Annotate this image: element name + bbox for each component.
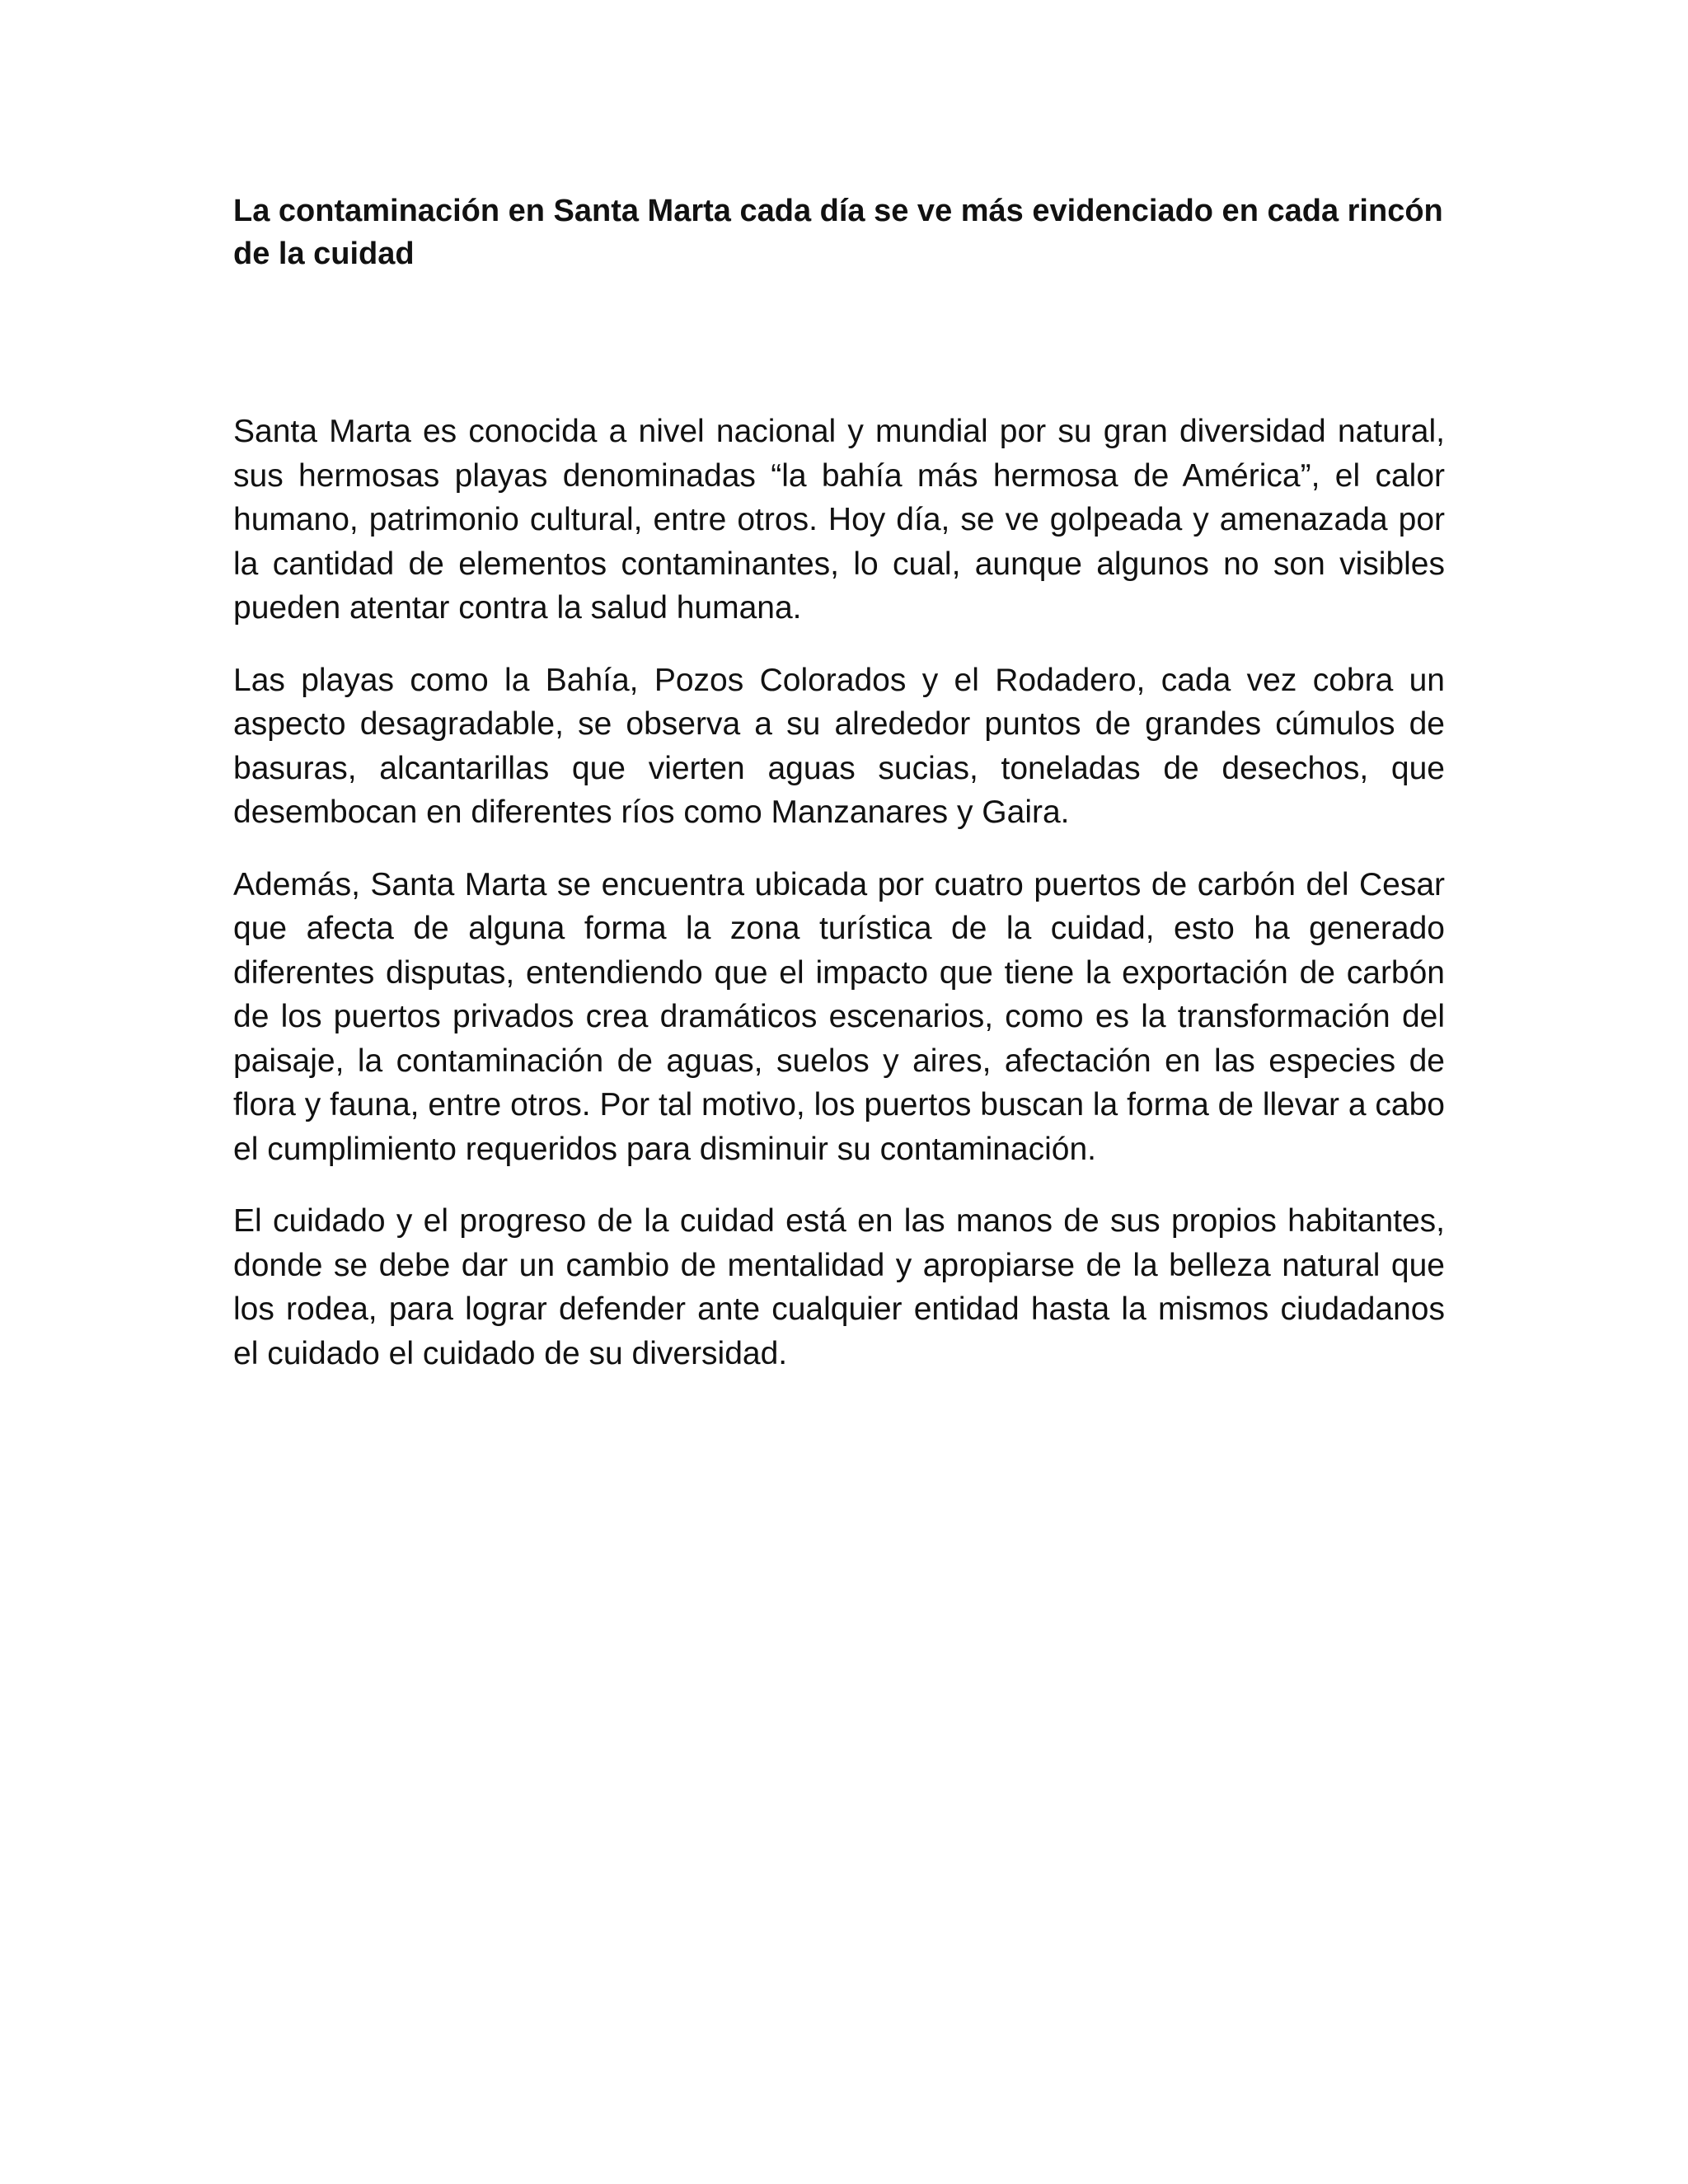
paragraph-intro: Santa Marta es conocida a nivel nacional y mundial por su gran diversidad natural, sus hermosas playas denominadas “la bahía más hermosa de América”, el calor humano, patrimonio cultural, entre otros. Hoy día, se ve golpeada y amenazada por la cantidad de elementos contaminantes, lo cual, aunque algunos no son visibles pueden atentar contra la salud humana. — [233, 414, 1445, 626]
document-body — [233, 410, 1445, 1376]
paragraph-beaches: Las playas como la Bahía, Pozos Colorados y el Rodadero, cada vez cobra un aspecto desagradable, se observa a su alrededor puntos de grandes cúmulos de basuras, alcantarillas que vierten aguas sucias, toneladas de desechos, que desembocan en diferentes ríos como Manzanares y Gaira. — [233, 662, 1445, 830]
document-content — [233, 190, 1445, 1404]
paragraph-coal-ports: Además, Santa Marta se encuentra ubicada por cuatro puertos de carbón del Cesar que afecta de alguna forma la zona turística de la cuidad, esto ha generado diferentes disputas, entendiendo que el impacto que tiene la exportación de carbón de los puertos privados crea dramáticos escenarios, como es la transformación del paisaje, la contaminación de aguas, suelos y aires, afectación en las especies de flora y fauna, entre otros. Por tal motivo, los puertos buscan la forma de llevar a cabo el cumplimiento requeridos para disminuir su contaminación. — [233, 866, 1445, 1167]
paragraph-conclusion: El cuidado y el progreso de la cuidad está en las manos de sus propios habitantes, donde se debe dar un cambio de mentalidad y apropiarse de la belleza natural que los rodea, para lograr defender ante cualquier entidad hasta la mismos ciudadanos el cuidado el cuidado de su diversidad. — [233, 1203, 1445, 1371]
document-title: La contaminación en Santa Marta cada día se ve más evidenciado en cada rincón de la cuidad — [233, 194, 1443, 271]
